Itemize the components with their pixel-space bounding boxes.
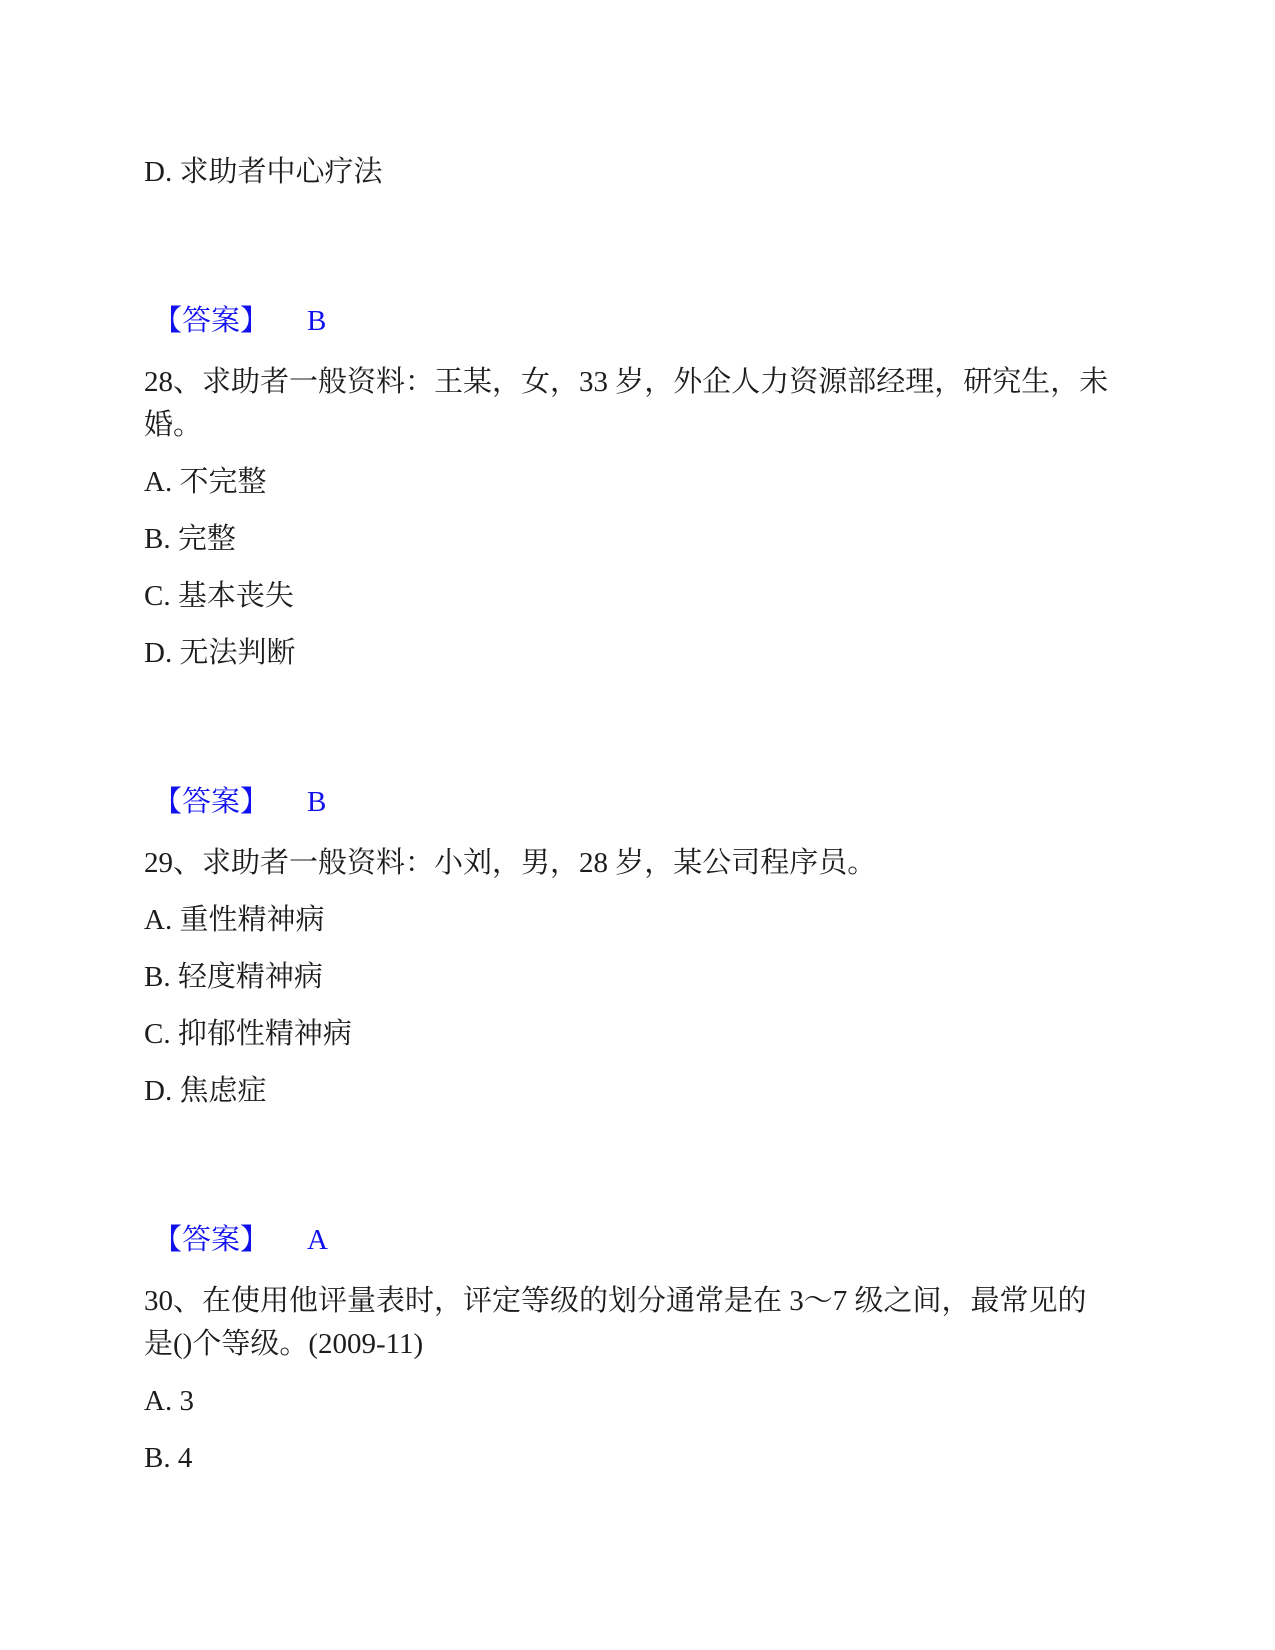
question-28-line-2: 婚。	[144, 409, 203, 441]
answer-label: 【答案】	[153, 305, 270, 337]
option-d-question-27: D. 求助者中心疗法	[144, 156, 383, 188]
question-30-text	[144, 1280, 1160, 1366]
question-29-line-1: 29、求助者一般资料：小刘，男，28 岁，某公司程序员。	[144, 847, 877, 879]
answer-label: 【答案】	[153, 1224, 270, 1256]
answer-value: B	[307, 786, 327, 818]
option-a-question-28: A. 不完整	[144, 466, 267, 498]
option-a-question-29: A. 重性精神病	[144, 904, 325, 936]
question-29-text	[144, 842, 1160, 885]
question-30-line-1: 30、在使用他评量表时，评定等级的划分通常是在 3～7 级之间，最常见的	[144, 1285, 1087, 1317]
option-d-question-28: D. 无法判断	[144, 637, 296, 669]
question-28-line-1: 28、求助者一般资料：王某，女，33 岁，外企人力资源部经理，研究生，未	[144, 366, 1109, 398]
option-b-question-29: B. 轻度精神病	[144, 961, 323, 993]
option-b-question-30: B. 4	[144, 1442, 193, 1474]
answer-line-question-27	[144, 300, 1160, 343]
option-b-question-28: B. 完整	[144, 523, 236, 555]
option-c-question-28: C. 基本丧失	[144, 580, 294, 612]
answer-value: B	[307, 305, 327, 337]
answer-line-question-29	[144, 1219, 1160, 1262]
option-c-question-29: C. 抑郁性精神病	[144, 1018, 352, 1050]
option-d-question-29: D. 焦虑症	[144, 1075, 267, 1107]
question-30-line-2: 是()个等级。(2009-11)	[144, 1328, 424, 1360]
answer-line-question-28	[144, 781, 1160, 824]
answer-label: 【答案】	[153, 786, 270, 818]
question-28-text	[144, 361, 1160, 447]
option-a-question-30: A. 3	[144, 1385, 194, 1417]
answer-value: A	[307, 1224, 328, 1256]
